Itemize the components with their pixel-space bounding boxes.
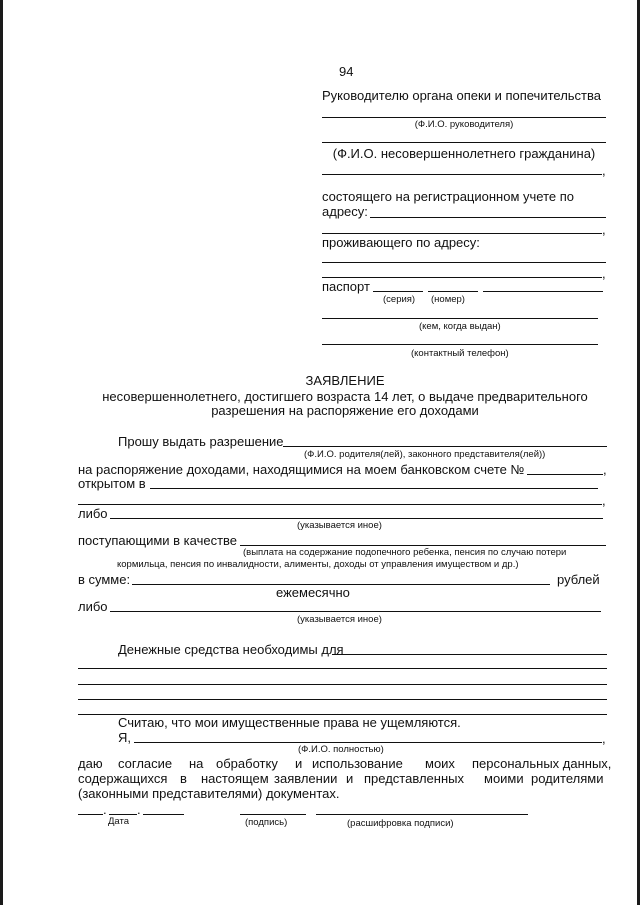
date-year-line bbox=[143, 814, 184, 815]
minor-name-caption: (Ф.И.О. несовершеннолетнего гражданина) bbox=[332, 146, 596, 161]
consent-word: и bbox=[346, 771, 354, 786]
date-caption: Дата bbox=[108, 816, 130, 827]
purpose-line-3 bbox=[78, 684, 607, 685]
consent-word: и bbox=[295, 756, 303, 771]
received-as-label: поступающими в качестве bbox=[78, 533, 238, 548]
bank-comma: , bbox=[602, 493, 606, 508]
consent-word: обработку bbox=[216, 756, 278, 771]
full-name-caption: (Ф.И.О. полностью) bbox=[298, 744, 384, 755]
monthly-label: ежемесячно bbox=[276, 585, 350, 600]
consent-word: на bbox=[189, 756, 204, 771]
issued-caption: (кем, когда выдан) bbox=[419, 321, 501, 332]
amount-label: в сумме: bbox=[78, 572, 131, 587]
opened-in-label: открытом в bbox=[78, 476, 146, 491]
minor-name-comma: , bbox=[602, 163, 606, 178]
residing-comma: , bbox=[602, 266, 606, 281]
date-day-line bbox=[78, 814, 103, 815]
residing-label: проживающего по адресу: bbox=[322, 235, 480, 250]
rights-statement: Считаю, что мои имущественные права не ущемляются. bbox=[118, 715, 461, 730]
passport-number-line bbox=[428, 291, 478, 292]
full-name-comma: , bbox=[602, 731, 606, 746]
decoding-caption: (расшифровка подписи) bbox=[347, 818, 454, 829]
registered-comma: , bbox=[602, 222, 606, 237]
phone-line bbox=[322, 344, 598, 345]
date-dot-1: . bbox=[103, 802, 107, 817]
consent-word: использование bbox=[312, 756, 403, 771]
bank-line bbox=[150, 488, 598, 489]
residing-line-2 bbox=[322, 277, 602, 278]
page-edge-left bbox=[0, 0, 3, 905]
number-caption: (номер) bbox=[431, 294, 465, 305]
minor-name-line bbox=[322, 174, 602, 175]
or-label-1: либо bbox=[78, 506, 108, 521]
consent-word: персональных данных, bbox=[472, 756, 612, 771]
income-type-line bbox=[240, 545, 606, 546]
account-number-line bbox=[527, 474, 603, 475]
consent-word: заявлении bbox=[274, 771, 338, 786]
signature-caption: (подпись) bbox=[245, 817, 288, 828]
purpose-line-4 bbox=[78, 699, 607, 700]
document-title: ЗАЯВЛЕНИЕ bbox=[305, 373, 385, 388]
consent-line-3: (законными представителями) документах. bbox=[78, 786, 340, 801]
parent-name-caption: (Ф.И.О. родителя(лей), законного представителя(лей)) bbox=[304, 449, 546, 460]
date-month-line bbox=[109, 814, 137, 815]
residing-line-1 bbox=[322, 262, 606, 263]
consent-word: в bbox=[180, 771, 187, 786]
consent-word: представленных bbox=[364, 771, 464, 786]
rubles-label: рублей bbox=[557, 572, 600, 587]
funds-needed-label: Денежные средства необходимы для bbox=[118, 642, 344, 657]
registered-address-line bbox=[370, 217, 606, 218]
head-name-caption: (Ф.И.О. руководителя) bbox=[414, 119, 514, 130]
consent-word: родителями bbox=[531, 771, 604, 786]
request-label: Прошу выдать разрешение bbox=[118, 434, 284, 449]
date-dot-2: . bbox=[137, 802, 141, 817]
parent-name-line bbox=[283, 446, 607, 447]
other-caption-1: (указывается иное) bbox=[297, 520, 382, 531]
income-caption-2: кормильца, пенсия по инвалидности, алименты, доходы от управления имуществом и др.) bbox=[117, 559, 519, 570]
title-line-1: несовершеннолетнего, достигшего возраста 14 лет, о выдаче предварительного bbox=[102, 389, 588, 404]
issued-line bbox=[322, 318, 598, 319]
i-label: Я, bbox=[118, 730, 131, 745]
purpose-line-1 bbox=[332, 654, 607, 655]
other-line-2 bbox=[110, 611, 601, 612]
or-label-2: либо bbox=[78, 599, 108, 614]
account-comma: , bbox=[603, 462, 607, 477]
consent-word: настоящем bbox=[201, 771, 269, 786]
registered-label: состоящего на регистрационном учете по bbox=[322, 189, 574, 204]
consent-word: моими bbox=[484, 771, 524, 786]
page-number: 94 bbox=[339, 64, 354, 79]
addressee: Руководителю органа опеки и попечительства bbox=[322, 88, 601, 103]
series-caption: (серия) bbox=[383, 294, 416, 305]
title-line-2: разрешения на распоряжение его доходами bbox=[211, 403, 479, 418]
minor-name-line-top bbox=[322, 142, 606, 143]
other-caption-2: (указывается иное) bbox=[297, 614, 382, 625]
full-name-line bbox=[134, 742, 602, 743]
registered-address-line-2 bbox=[322, 233, 602, 234]
passport-extra-line bbox=[483, 291, 603, 292]
income-caption-1: (выплата на содержание подопечного ребенка, пенсия по случаю потери bbox=[243, 547, 567, 558]
bank-line-2 bbox=[78, 504, 602, 505]
head-name-line bbox=[322, 117, 606, 118]
decoding-line bbox=[316, 814, 528, 815]
registered-address-label: адресу: bbox=[322, 204, 368, 219]
consent-word: согласие bbox=[118, 756, 173, 771]
other-line-1 bbox=[110, 518, 603, 519]
signature-line bbox=[240, 814, 306, 815]
passport-label: паспорт bbox=[322, 279, 370, 294]
purpose-line-2 bbox=[78, 668, 607, 669]
consent-word: содержащихся bbox=[78, 771, 168, 786]
consent-word: даю bbox=[78, 756, 103, 771]
passport-series-line bbox=[373, 291, 423, 292]
phone-caption: (контактный телефон) bbox=[411, 348, 509, 359]
disposal-label: на распоряжение доходами, находящимися на моем банковском счете № bbox=[78, 462, 525, 477]
consent-word: моих bbox=[425, 756, 455, 771]
